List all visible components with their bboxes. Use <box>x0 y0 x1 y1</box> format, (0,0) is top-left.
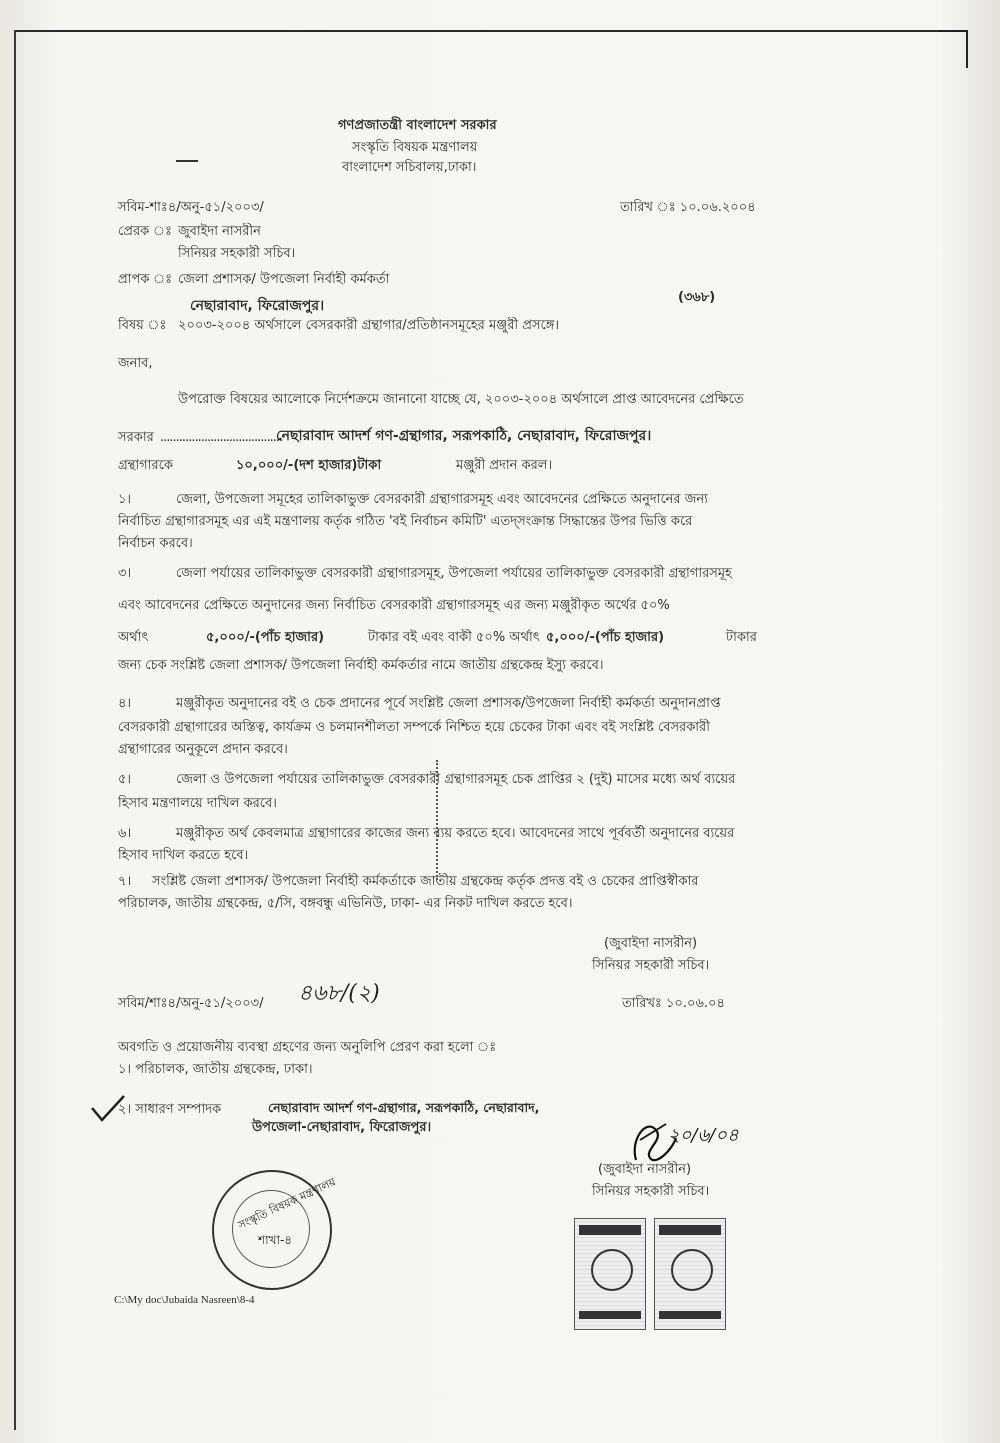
library-value: ১০,০০০/-(দশ হাজার)টাকা <box>236 458 382 473</box>
to-handwritten: নেছারাবাদ, ফিরোজপুর। <box>190 298 325 314</box>
para4-line3: গ্রন্থাগারের অনুকূলে প্রদান করবে। <box>118 742 288 757</box>
copy-date: তারিখঃ ১০.০৬.০৪ <box>622 996 725 1011</box>
memo-number: সবিম-শাঃ৪/অনু-৫১/২০০৩/ <box>118 200 264 215</box>
header-line3: বাংলাদেশ সচিবালয়,ঢাকা। <box>342 160 477 175</box>
para3-line1: জেলা পর্যায়ের তালিকাভুক্ত বেসরকারী গ্রন্থাগারসমূহ, উপজেলা পর্যায়ের তালিকাভুক্ত বেসরকারী গ্রন্থাগারসমূহ <box>176 566 732 581</box>
copy-intro: অবগতি ও প্রয়োজনীয় ব্যবস্থা গ্রহণের জন্য অনুলিপি প্রেরণ করা হলো ঃ <box>118 1040 497 1055</box>
para6-number: ৬। <box>118 826 132 841</box>
para4-line1: মঞ্জুরীকৃত অনুদানের বই ও চেক প্রদানের পূর্বে সংশ্লিষ্ট জেলা প্রশাসক/উপজেলা নির্বাহী কর্মকর্তা অনুদানপ্রাপ্ত <box>176 696 721 711</box>
para5-line2: হিসাব মন্ত্রণালয়ে দাখিল করবে। <box>118 796 277 811</box>
subject-label: বিষয় ঃ <box>118 318 167 333</box>
copy-item1: ১। পরিচালক, জাতীয় গ্রন্থকেন্দ্র, ঢাকা। <box>118 1062 313 1077</box>
govt-dots: ....................................... <box>160 430 283 445</box>
copy-item2-handwritten-line2: উপজেলা-নেছারাবাদ, ফিরোজপুর। <box>252 1120 432 1135</box>
copy-memo-number: সবিম/শাঃ৪/অনু-৫১/২০০৩/ <box>118 996 264 1011</box>
para5-line1: জেলা ও উপজেলা পর্যায়ের তালিকাভুক্ত বেসরকারী গ্রন্থাগারসমূহ চেক প্রাপ্তির ২ (দুই) মাসের মধ্যে অর্থ ব্যয়ের <box>176 772 736 787</box>
para3-amount1: ৫,০০০/-(পাঁচ হাজার) <box>206 630 325 645</box>
para4-number: ৪। <box>118 696 132 711</box>
corner-mark <box>938 30 968 68</box>
from-label: প্রেরক ঃ <box>118 224 172 239</box>
para3-line4: জন্য চেক সংশ্লিষ্ট জেলা প্রশাসক/ উপজেলা নির্বাহী কর্মকর্তার নামে জাতীয় গ্রন্থকেন্দ্র ইস্যু করবে। <box>118 658 604 673</box>
signature-date: ২০/৬/০৪ <box>668 1125 739 1146</box>
to-name: জেলা প্রশাসক/ উপজেলা নির্বাহী কর্মকর্তা <box>178 272 390 287</box>
from-title: সিনিয়র সহকারী সচিব। <box>178 246 296 261</box>
signature2-title: সিনিয়র সহকারী সচিব। <box>592 1184 710 1199</box>
para1-line1: জেলা, উপজেলা সমূহের তালিকাভুক্ত বেসরকারী গ্রন্থাগারসমূহ এবং আবেদনের প্রেক্ষিতে অনুদানের জন্য <box>176 492 708 507</box>
reference-number: (৩৬৮) <box>678 290 716 305</box>
header-line2: সংস্কৃতি বিষয়ক মন্ত্রণালয় <box>352 140 478 155</box>
para3-line3b: টাকার বই এবং বাকী ৫০% অর্থাৎ <box>368 630 540 645</box>
to-label: প্রাপক ঃ <box>118 272 173 287</box>
para3-line3a: অর্থাৎ <box>118 630 149 645</box>
signature1-title: সিনিয়র সহকারী সচিব। <box>592 958 710 973</box>
para3-line2: এবং আবেদনের প্রেক্ষিতে অনুদানের জন্য নির্বাচিত বেসরকারী গ্রন্থাগারসমূহ এর জন্য মঞ্জুরীকৃত অর্থের ৫০% <box>118 598 670 613</box>
signature2-name: (জুবাইদা নাসরীন) <box>598 1162 692 1177</box>
header-dash <box>176 160 198 162</box>
para6-line2: হিসাব দাখিল করতে হবে। <box>118 848 249 863</box>
para6-line1: মঞ্জুরীকৃত অর্থ কেবলমাত্র গ্রন্থাগারের কাজের জন্য ব্যয় করতে হবে। আবেদনের সাথে পূর্ববর্তী অনুদানের ব্যয়ের <box>176 826 735 841</box>
para3-line3c: টাকার <box>726 630 757 645</box>
para7-line2: পরিচালক, জাতীয় গ্রন্থকেন্দ্র, ৫/সি, বঙ্গবন্ধু এভিনিউ, ঢাকা- এর নিকট দাখিল করতে হবে। <box>118 896 573 911</box>
para3-number: ৩। <box>118 566 132 581</box>
para1-number: ১। <box>118 492 132 507</box>
scan-artifact-line <box>436 760 440 880</box>
from-name: জুবাইদা নাসরীন <box>178 224 261 239</box>
library-label: গ্রন্থাগারকে <box>118 458 173 473</box>
border-top-line <box>14 30 964 32</box>
footer-file-path: C:\My doc\Jubaida Nasreen\8-4 <box>114 1294 255 1306</box>
para7-number: ৭। <box>118 874 132 889</box>
border-left-line <box>14 30 16 1430</box>
govt-label: সরকার <box>118 430 154 445</box>
para7-line1: সংশ্লিষ্ট জেলা প্রশাসক/ উপজেলা নির্বাহী কর্মকর্তাকে জাতীয় গ্রন্থকেন্দ্র কর্তৃক প্রদত্ত বই ও চেকের প্রাপ্তিস্বীকার <box>152 874 699 889</box>
header-line1: গণপ্রজাতন্ত্রী বাংলাদেশ সরকার <box>338 118 497 133</box>
signature1-name: (জুবাইদা নাসরীন) <box>604 936 698 951</box>
copy-item2-label: ২। সাধারণ সম্পাদক <box>118 1102 222 1117</box>
govt-value: নেছারাবাদ আদর্শ গণ-গ্রন্থাগার, সরূপকাঠি, নেছারাবাদ, ফিরোজপুর। <box>276 428 652 444</box>
library-end: মঞ্জুরী প্রদান করল। <box>456 458 553 473</box>
seal-center-text: শাখা-৪ <box>258 1233 293 1247</box>
para4-line2: বেসরকারী গ্রন্থাগারের অস্তিত্ব, কার্যক্রম ও চলমানশীলতা সম্পর্কে নিশ্চিত হয়ে চেকের টাকা এবং বই সংশ্লিষ্ট বেসরকারী <box>118 720 710 735</box>
para5-number: ৫। <box>118 772 132 787</box>
emblem-stamp-right <box>654 1218 726 1330</box>
seal-ring-text: সংস্কৃতি বিষয়ক মন্ত্রণালয় <box>236 1175 338 1232</box>
para3-amount2: ৫,০০০/-(পাঁচ হাজার) <box>546 630 665 645</box>
para1-line3: নির্বাচন করবে। <box>118 536 193 551</box>
emblem-stamp-left <box>574 1218 646 1330</box>
copy-item2-handwritten-line1: নেছারাবাদ আদর্শ গণ-গ্রন্থাগার, সরূপকাঠি, নেছারাবাদ, <box>268 1100 540 1115</box>
subject-text: ২০০৩-২০০৪ অর্থসালে বেসরকারী গ্রন্থাগার/প্রতিষ্ঠানসমূহের মঞ্জুরী প্রসঙ্গে। <box>178 318 560 333</box>
memo-date: তারিখ ঃ ১০.০৬.২০০৪ <box>620 200 756 215</box>
copy-memo-handwritten: ৪৬৮/(২) <box>298 981 380 1006</box>
para1-line2: নির্বাচিত গ্রন্থাগারসমূহ এর এই মন্ত্রণালয় কর্তৃক গঠিত 'বই নির্বাচন কমিটি' এতদ্সংক্রান্ত সিদ্ধান্তের উপর ভিত্তি করে <box>118 514 693 529</box>
body-intro: উপরোক্ত বিষয়ের আলোকে নির্দেশক্রমে জানানো যাচ্ছে যে, ২০০৩-২০০৪ অর্থসালে প্রাপ্ত আবেদনের প্রেক্ষিতে <box>178 392 744 407</box>
salutation: জনাব, <box>118 356 153 371</box>
